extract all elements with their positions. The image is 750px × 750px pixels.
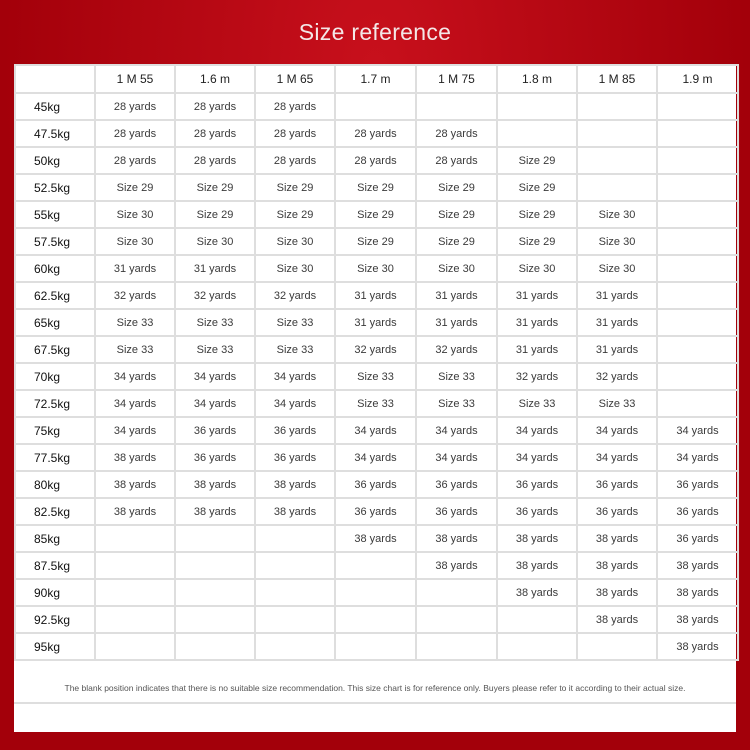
size-cell [335,579,416,606]
size-cell [657,228,738,255]
table-row [15,552,738,579]
header-row [15,65,738,93]
size-cell: 34 yards [657,444,738,471]
height-header: 1.6 m [175,65,255,93]
size-cell: 36 yards [175,417,255,444]
size-cell [95,552,175,579]
size-cell: 38 yards [95,444,175,471]
size-cell: Size 29 [255,201,335,228]
size-cell: Size 33 [95,336,175,363]
weight-label: 82.5kg [15,498,95,525]
size-cell [577,120,657,147]
size-cell: 36 yards [175,444,255,471]
size-cell: Size 33 [416,363,497,390]
size-cell: 31 yards [577,336,657,363]
size-cell: 28 yards [335,147,416,174]
size-cell: 34 yards [255,390,335,417]
weight-label: 70kg [15,363,95,390]
weight-label: 95kg [15,633,95,660]
size-cell: 34 yards [175,363,255,390]
size-cell [497,606,577,633]
corner-cell [15,65,95,93]
size-cell: 38 yards [95,471,175,498]
size-cell: 38 yards [657,633,738,660]
table-row [15,255,738,282]
size-cell: 28 yards [416,120,497,147]
size-cell: Size 33 [95,309,175,336]
height-header: 1 M 85 [577,65,657,93]
table-row [15,282,738,309]
weight-label: 80kg [15,471,95,498]
table-row [15,525,738,552]
size-cell [497,633,577,660]
weight-label: 72.5kg [15,390,95,417]
size-cell: Size 29 [497,174,577,201]
size-cell: 34 yards [95,417,175,444]
size-cell [657,174,738,201]
size-cell [416,606,497,633]
size-cell: 38 yards [497,579,577,606]
size-cell [416,579,497,606]
size-cell [95,525,175,552]
table-row [15,174,738,201]
size-cell [657,93,738,120]
size-cell [657,201,738,228]
size-cell: 38 yards [255,498,335,525]
size-cell: 36 yards [416,471,497,498]
size-cell: Size 30 [577,201,657,228]
size-cell: Size 29 [416,228,497,255]
size-cell: 38 yards [335,525,416,552]
weight-label: 92.5kg [15,606,95,633]
size-cell: 38 yards [416,525,497,552]
size-cell [175,633,255,660]
size-cell: Size 29 [497,228,577,255]
size-cell: 28 yards [255,147,335,174]
size-cell: 36 yards [657,471,738,498]
size-cell: 34 yards [255,363,335,390]
size-cell: Size 29 [95,174,175,201]
size-cell: 38 yards [95,498,175,525]
size-cell [255,525,335,552]
size-cell: 34 yards [335,444,416,471]
size-cell: 36 yards [335,471,416,498]
size-cell: 32 yards [416,336,497,363]
size-cell: Size 29 [255,174,335,201]
size-cell: 38 yards [497,525,577,552]
size-cell: Size 29 [335,174,416,201]
height-header: 1 M 75 [416,65,497,93]
height-header: 1.7 m [335,65,416,93]
weight-label: 77.5kg [15,444,95,471]
table-row [15,336,738,363]
size-cell: 36 yards [497,498,577,525]
size-table [14,64,739,661]
size-cell: 34 yards [497,417,577,444]
table-row [15,120,738,147]
size-cell: 32 yards [95,282,175,309]
weight-label: 50kg [15,147,95,174]
disclaimer-note: The blank position indicates that there is no suitable size recommendation. This size chart is for reference only. Buyers please refer to it according to their actual size. [14,674,736,704]
size-cell [335,606,416,633]
size-cell: Size 30 [577,255,657,282]
size-cell: Size 33 [416,390,497,417]
weight-label: 55kg [15,201,95,228]
size-cell: 31 yards [95,255,175,282]
size-cell: 34 yards [416,417,497,444]
weight-label: 62.5kg [15,282,95,309]
size-cell: 38 yards [577,552,657,579]
size-cell: 38 yards [657,579,738,606]
size-cell: 31 yards [335,309,416,336]
size-cell: 28 yards [255,93,335,120]
size-cell: Size 29 [416,201,497,228]
size-cell [175,525,255,552]
size-cell: Size 29 [175,201,255,228]
size-cell: Size 33 [335,363,416,390]
table-row [15,309,738,336]
size-cell: 31 yards [416,309,497,336]
size-cell: 34 yards [497,444,577,471]
size-cell [497,93,577,120]
size-cell: Size 29 [175,174,255,201]
size-cell: 31 yards [577,309,657,336]
size-cell: Size 33 [497,390,577,417]
size-cell: Size 29 [335,201,416,228]
size-cell [497,120,577,147]
weight-label: 67.5kg [15,336,95,363]
size-cell: 28 yards [95,120,175,147]
table-row [15,444,738,471]
size-cell: 31 yards [416,282,497,309]
weight-label: 65kg [15,309,95,336]
size-cell: 28 yards [175,93,255,120]
size-cell: 36 yards [335,498,416,525]
size-cell: Size 33 [577,390,657,417]
size-cell: 28 yards [416,147,497,174]
weight-label: 60kg [15,255,95,282]
size-cell [255,633,335,660]
size-cell: 36 yards [255,417,335,444]
height-header: 1.9 m [657,65,738,93]
size-cell [95,633,175,660]
size-cell [657,363,738,390]
size-cell: 34 yards [577,444,657,471]
size-cell: 31 yards [497,282,577,309]
size-cell [255,606,335,633]
size-cell: 34 yards [577,417,657,444]
size-cell [335,93,416,120]
size-cell [255,552,335,579]
table-row [15,633,738,660]
size-cell: 28 yards [255,120,335,147]
size-cell: Size 33 [175,309,255,336]
size-cell: 32 yards [255,282,335,309]
page-title: Size reference [298,18,452,45]
table-row [15,606,738,633]
table-row [15,471,738,498]
size-cell [657,255,738,282]
size-cell: 34 yards [95,363,175,390]
size-cell [657,120,738,147]
size-cell [416,633,497,660]
table-row [15,390,738,417]
size-cell: 34 yards [175,390,255,417]
table-row [15,228,738,255]
size-cell: 38 yards [577,606,657,633]
header-bar [0,0,750,64]
size-cell [175,606,255,633]
size-cell: 38 yards [416,552,497,579]
height-header: 1 M 55 [95,65,175,93]
size-cell: Size 30 [416,255,497,282]
size-cell: 38 yards [577,579,657,606]
size-cell [657,336,738,363]
size-cell: 28 yards [95,93,175,120]
weight-label: 85kg [15,525,95,552]
size-cell [657,147,738,174]
size-cell: Size 30 [95,201,175,228]
size-cell: 28 yards [175,120,255,147]
size-cell: Size 29 [497,147,577,174]
size-cell [95,579,175,606]
height-header: 1.8 m [497,65,577,93]
size-cell: 31 yards [497,309,577,336]
size-cell: Size 33 [335,390,416,417]
size-cell: Size 33 [255,336,335,363]
weight-label: 52.5kg [15,174,95,201]
size-cell: 36 yards [657,498,738,525]
table-row [15,579,738,606]
table-row [15,93,738,120]
size-cell: Size 30 [255,255,335,282]
size-cell: 34 yards [416,444,497,471]
size-cell: 34 yards [657,417,738,444]
size-cell [95,606,175,633]
size-cell: Size 30 [497,255,577,282]
size-cell [577,93,657,120]
size-cell [577,633,657,660]
size-cell [175,579,255,606]
size-cell: Size 29 [497,201,577,228]
size-cell [255,579,335,606]
table-row [15,498,738,525]
size-cell: Size 29 [335,228,416,255]
weight-label: 90kg [15,579,95,606]
size-cell: Size 30 [335,255,416,282]
weight-label: 87.5kg [15,552,95,579]
size-cell: 32 yards [335,336,416,363]
size-cell: 31 yards [497,336,577,363]
size-cell: 32 yards [497,363,577,390]
size-cell: 38 yards [175,471,255,498]
size-cell [335,633,416,660]
size-cell [416,93,497,120]
size-cell: Size 33 [255,309,335,336]
size-cell [577,174,657,201]
size-cell: 36 yards [577,498,657,525]
size-chart-sheet [14,64,736,732]
table-row [15,147,738,174]
size-cell: 36 yards [577,471,657,498]
size-cell: Size 30 [255,228,335,255]
size-cell [657,390,738,417]
table-row [15,201,738,228]
size-cell: Size 30 [577,228,657,255]
height-header: 1 M 65 [255,65,335,93]
size-cell: Size 30 [175,228,255,255]
size-cell: Size 30 [95,228,175,255]
size-cell: Size 29 [416,174,497,201]
size-cell: 38 yards [175,498,255,525]
weight-label: 47.5kg [15,120,95,147]
size-cell: 38 yards [255,471,335,498]
size-cell: 32 yards [577,363,657,390]
size-cell: 36 yards [255,444,335,471]
size-cell [175,552,255,579]
size-cell: 38 yards [657,552,738,579]
size-cell: 32 yards [175,282,255,309]
table-row [15,417,738,444]
size-cell: 31 yards [175,255,255,282]
size-cell: 38 yards [657,606,738,633]
size-cell: 36 yards [416,498,497,525]
size-cell: 34 yards [335,417,416,444]
size-cell: 31 yards [577,282,657,309]
table-row [15,363,738,390]
size-cell [657,282,738,309]
size-cell [335,552,416,579]
size-cell: Size 33 [175,336,255,363]
size-cell: 36 yards [657,525,738,552]
size-cell: 38 yards [577,525,657,552]
size-cell: 38 yards [497,552,577,579]
size-cell [577,147,657,174]
size-cell [657,309,738,336]
weight-label: 57.5kg [15,228,95,255]
weight-label: 45kg [15,93,95,120]
size-cell: 31 yards [335,282,416,309]
size-cell: 28 yards [335,120,416,147]
size-cell: 34 yards [95,390,175,417]
size-cell: 28 yards [95,147,175,174]
size-cell: 36 yards [497,471,577,498]
weight-label: 75kg [15,417,95,444]
size-cell: 28 yards [175,147,255,174]
